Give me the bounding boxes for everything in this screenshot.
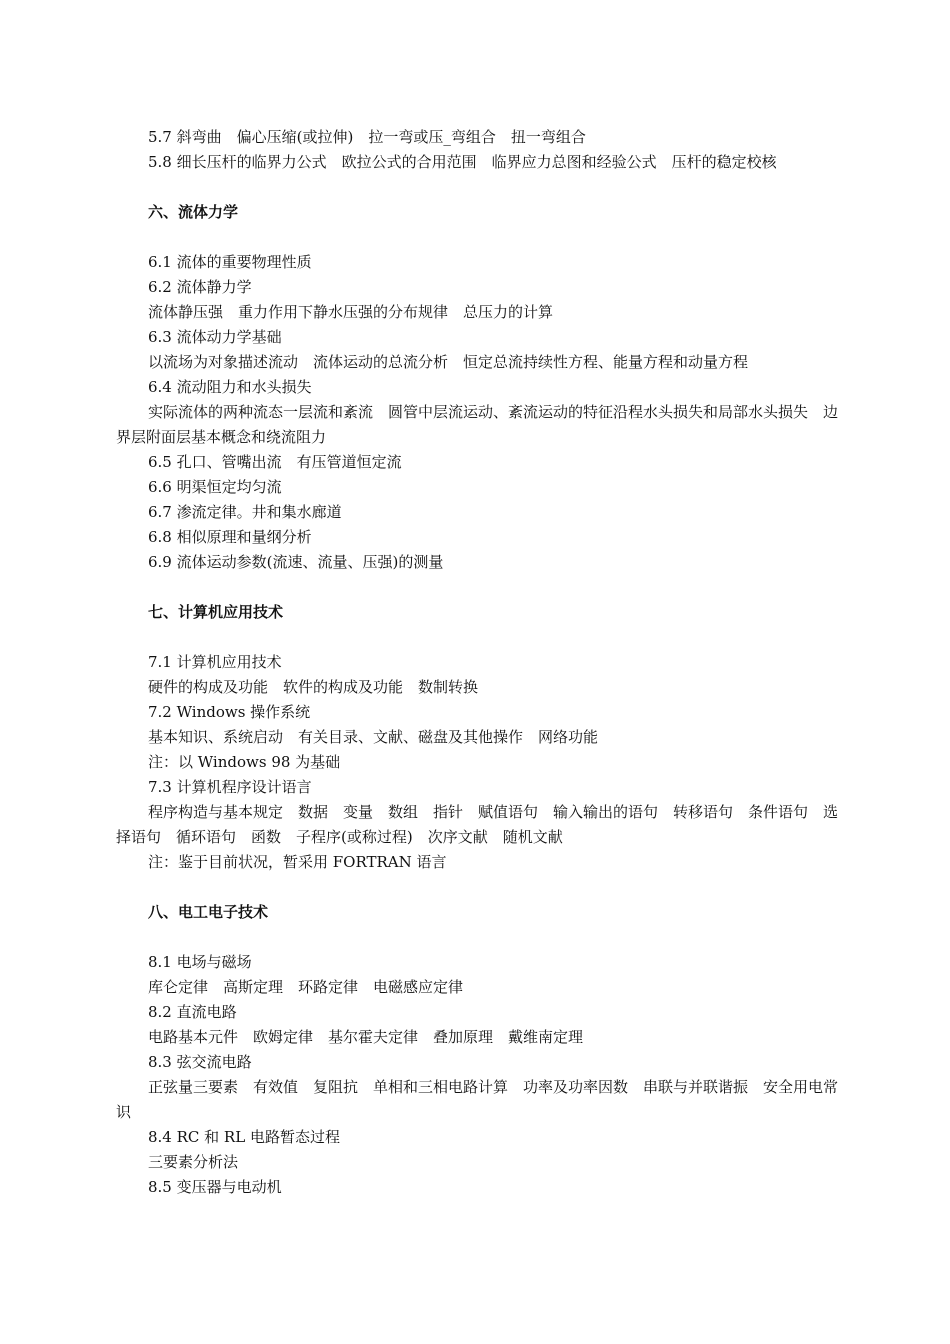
item-7-3-note: 注：鉴于目前状况，暂采用 FORTRAN 语言 <box>148 853 447 871</box>
item-7-3-detail: 程序构造与基本规定 数据 变量 数组 指针 赋值语句 输入输出的语句 转移语句 条件语句 选择语句 循环语句 函数 子程序(或称过程) 次序文献 随机文献 <box>116 803 839 846</box>
item-6-3: 6.3 流体动力学基础 <box>148 328 282 346</box>
item-7-3: 7.3 计算机程序设计语言 <box>148 778 312 796</box>
item-7-2: 7.2 Windows 操作系统 <box>148 703 311 721</box>
spacer <box>116 925 852 950</box>
item-6-8: 6.8 相似原理和量纲分析 <box>148 528 312 546</box>
section-heading-6: 六、流体力学 <box>148 203 239 221</box>
item-8-3: 8.3 弦交流电路 <box>148 1053 252 1071</box>
item-8-5: 8.5 变压器与电动机 <box>148 1178 282 1196</box>
item-7-1-detail: 硬件的构成及功能 软件的构成及功能 数制转换 <box>148 678 479 696</box>
spacer <box>116 875 852 900</box>
section-heading-8: 八、电工电子技术 <box>148 903 269 921</box>
item-8-1: 8.1 电场与磁场 <box>148 953 252 971</box>
item-6-2: 6.2 流体静力学 <box>148 278 252 296</box>
item-8-4-detail: 三要素分析法 <box>148 1153 239 1171</box>
item-7-2-note: 注：以 Windows 98 为基础 <box>148 753 341 771</box>
item-7-2-detail: 基本知识、系统启动 有关目录、文献、磁盘及其他操作 网络功能 <box>148 728 599 746</box>
item-8-4: 8.4 RC 和 RL 电路暂态过程 <box>148 1128 340 1146</box>
item-8-2: 8.2 直流电路 <box>148 1003 237 1021</box>
item-6-5: 6.5 孔口、管嘴出流 有压管道恒定流 <box>148 453 402 471</box>
document-page <box>116 125 852 1200</box>
item-6-7: 6.7 渗流定律。井和集水廊道 <box>148 503 342 521</box>
item-8-1-detail: 库仑定律 高斯定理 环路定律 电磁感应定律 <box>148 978 464 996</box>
section-heading-7: 七、计算机应用技术 <box>148 603 284 621</box>
item-6-4: 6.4 流动阻力和水头损失 <box>148 378 312 396</box>
item-6-9: 6.9 流体运动参数(流速、流量、压强)的测量 <box>148 553 444 571</box>
item-6-2-detail: 流体静压强 重力作用下静水压强的分布规律 总压力的计算 <box>148 303 554 321</box>
item-5-8: 5.8 细长压杆的临界力公式 欧拉公式的合用范围 临界应力总图和经验公式 压杆的稳定校核 <box>148 153 777 171</box>
item-5-7: 5.7 斜弯曲 偏心压缩(或拉伸) 拉一弯或压_弯组合 扭一弯组合 <box>148 128 586 146</box>
item-6-4-detail: 实际流体的两种流态一层流和紊流 圆管中层流运动、紊流运动的特征沿程水头损失和局部水头损失 边界层附面层基本概念和绕流阻力 <box>116 403 839 446</box>
item-6-1: 6.1 流体的重要物理性质 <box>148 253 312 271</box>
item-7-1: 7.1 计算机应用技术 <box>148 653 282 671</box>
item-6-6: 6.6 明渠恒定均匀流 <box>148 478 282 496</box>
spacer <box>116 175 852 200</box>
item-8-3-detail: 正弦量三要素 有效值 复阻抗 单相和三相电路计算 功率及功率因数 串联与并联谐振 安全用电常识 <box>116 1078 839 1121</box>
spacer <box>116 575 852 600</box>
item-8-2-detail: 电路基本元件 欧姆定律 基尔霍夫定律 叠加原理 戴维南定理 <box>148 1028 584 1046</box>
spacer <box>116 225 852 250</box>
spacer <box>116 625 852 650</box>
item-6-3-detail: 以流场为对象描述流动 流体运动的总流分析 恒定总流持续性方程、能量方程和动量方程 <box>148 353 749 371</box>
